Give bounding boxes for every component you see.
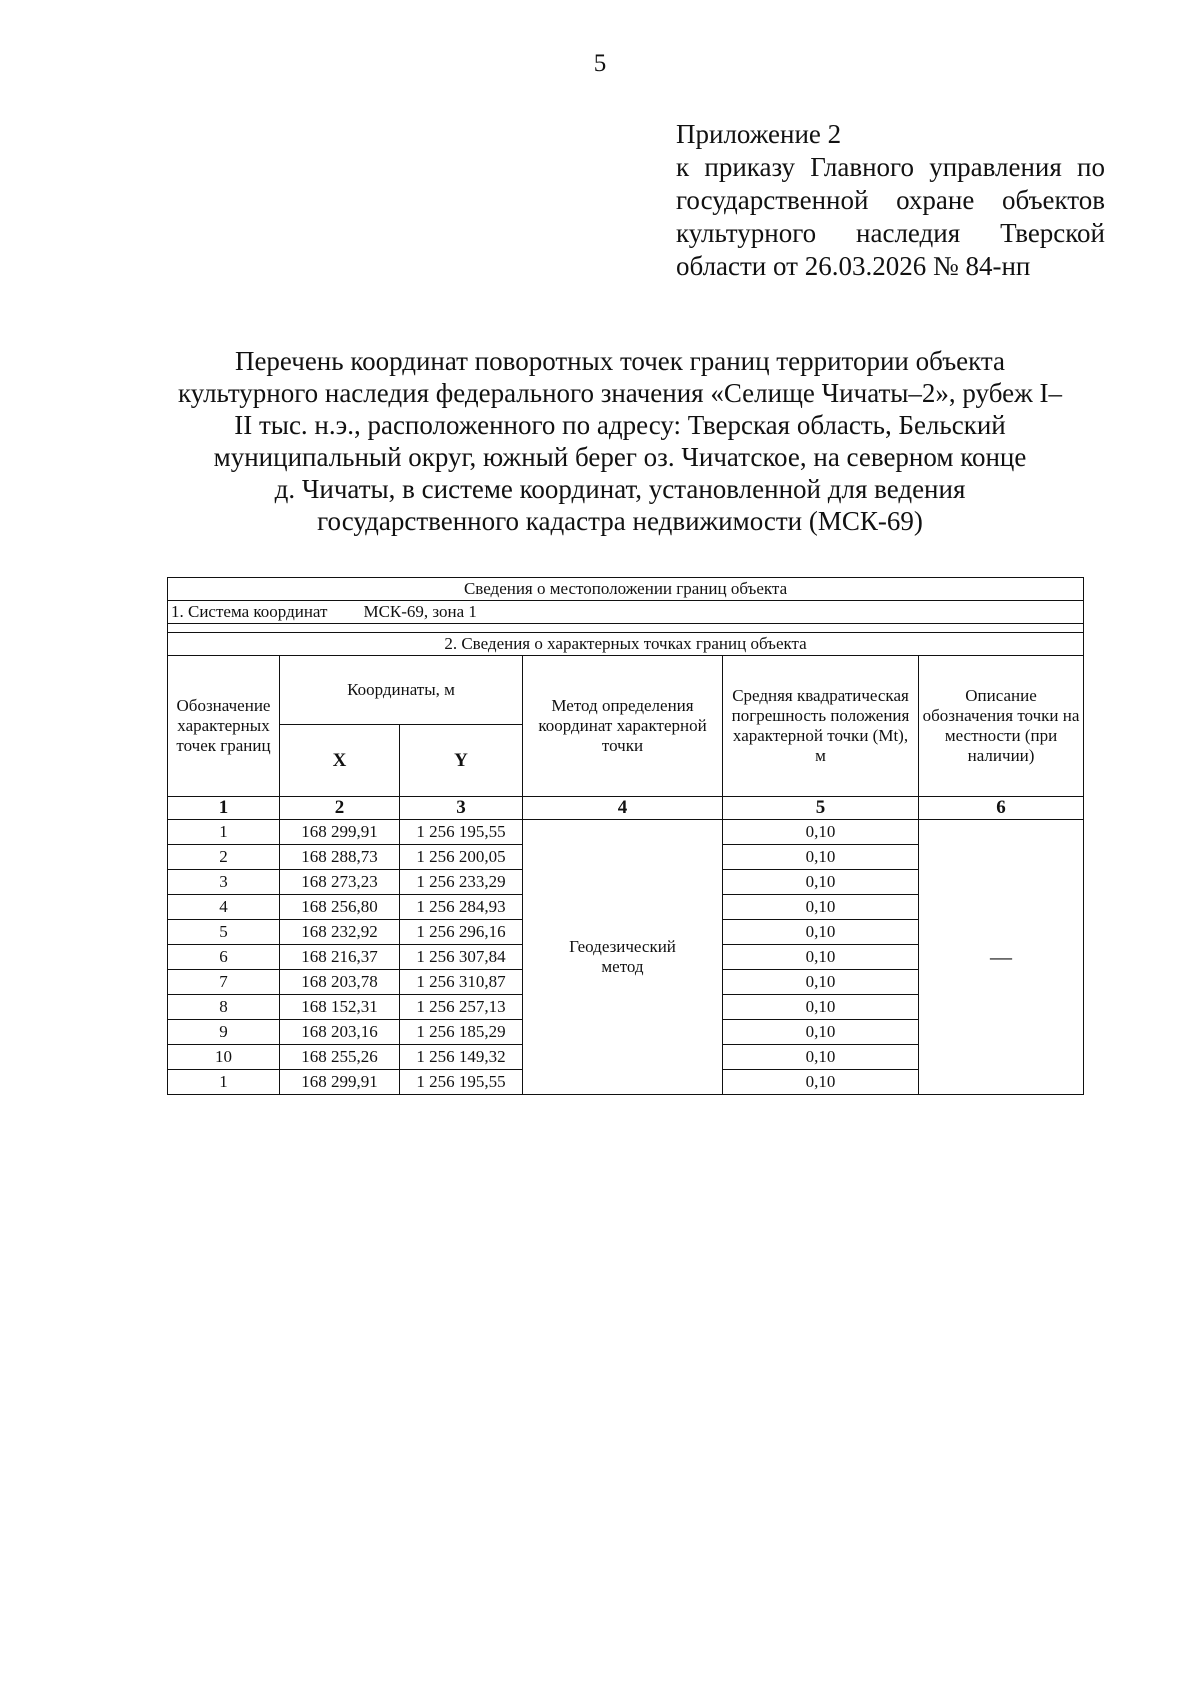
spacer-row	[168, 624, 1084, 633]
method-cell: Геодезический метод	[523, 820, 723, 1095]
y-coordinate-cell: 1 256 257,13	[400, 995, 523, 1020]
description-cell: —	[919, 820, 1084, 1095]
col-method-header: Метод определения координат характерной точки	[523, 656, 723, 797]
mt-cell: 0,10	[723, 895, 919, 920]
point-number-cell: 5	[168, 920, 280, 945]
appendix-line: к приказу Главного управления по	[676, 152, 1105, 182]
mt-cell: 0,10	[723, 945, 919, 970]
point-number-cell: 1	[168, 820, 280, 845]
x-coordinate-cell: 168 203,16	[280, 1020, 400, 1045]
y-coordinate-cell: 1 256 284,93	[400, 895, 523, 920]
appendix-line: государственной охране объектов	[676, 185, 1105, 215]
mt-cell: 0,10	[723, 1070, 919, 1095]
coordinates-table	[167, 577, 1084, 1095]
point-number-cell: 2	[168, 845, 280, 870]
mt-cell: 0,10	[723, 1020, 919, 1045]
point-number-cell: 10	[168, 1045, 280, 1070]
point-number-cell: 4	[168, 895, 280, 920]
col-x-header: X	[280, 725, 400, 797]
y-coordinate-cell: 1 256 310,87	[400, 970, 523, 995]
title-line: культурного наследия федерального значения «Селище Чичаты–2», рубеж I–	[178, 378, 1062, 408]
col-number: 4	[523, 797, 723, 820]
title-line: Перечень координат поворотных точек границ территории объекта	[234, 346, 1006, 376]
point-number-cell: 1	[168, 1070, 280, 1095]
col-number: 3	[400, 797, 523, 820]
x-coordinate-cell: 168 232,92	[280, 920, 400, 945]
y-coordinate-cell: 1 256 185,29	[400, 1020, 523, 1045]
coord-system-row	[168, 601, 1084, 624]
mt-cell: 0,10	[723, 995, 919, 1020]
mt-cell: 0,10	[723, 970, 919, 995]
x-coordinate-cell: 168 256,80	[280, 895, 400, 920]
appendix-block	[676, 118, 1105, 283]
col-description-header: Описание обозначения точки на местности (при наличии)	[919, 656, 1084, 797]
x-coordinate-cell: 168 203,78	[280, 970, 400, 995]
coord-system-value: МСК-69, зона 1	[363, 602, 477, 621]
points-header: 2. Сведения о характерных точках границ объекта	[168, 633, 1084, 656]
coord-system-label: 1. Система координат	[171, 602, 328, 621]
y-coordinate-cell: 1 256 296,16	[400, 920, 523, 945]
y-coordinate-cell: 1 256 195,55	[400, 1070, 523, 1095]
point-number-cell: 9	[168, 1020, 280, 1045]
section-header: Сведения о местоположении границ объекта	[168, 578, 1084, 601]
mt-cell: 0,10	[723, 820, 919, 845]
x-coordinate-cell: 168 273,23	[280, 870, 400, 895]
col-point-header: Обозначение характерных точек границ	[168, 656, 280, 797]
point-number-cell: 7	[168, 970, 280, 995]
title-line: д. Чичаты, в системе координат, установленной для ведения	[274, 474, 966, 504]
mt-cell: 0,10	[723, 1045, 919, 1070]
appendix-line: Приложение 2	[676, 119, 842, 149]
col-y-header: Y	[400, 725, 523, 797]
appendix-line: культурного наследия Тверской	[676, 218, 1105, 248]
col-number: 5	[723, 797, 919, 820]
y-coordinate-cell: 1 256 200,05	[400, 845, 523, 870]
x-coordinate-cell: 168 255,26	[280, 1045, 400, 1070]
appendix-line: области от 26.03.2026 № 84-нп	[676, 251, 1031, 281]
x-coordinate-cell: 168 288,73	[280, 845, 400, 870]
mt-cell: 0,10	[723, 870, 919, 895]
point-number-cell: 3	[168, 870, 280, 895]
x-coordinate-cell: 168 299,91	[280, 820, 400, 845]
col-coords-header: Координаты, м	[280, 656, 523, 725]
point-number-cell: 8	[168, 995, 280, 1020]
mt-cell: 0,10	[723, 845, 919, 870]
x-coordinate-cell: 168 152,31	[280, 995, 400, 1020]
col-number: 1	[168, 797, 280, 820]
page-number: 5	[593, 50, 607, 77]
document-title	[150, 345, 1090, 537]
y-coordinate-cell: 1 256 307,84	[400, 945, 523, 970]
mt-cell: 0,10	[723, 920, 919, 945]
title-line: муниципальный округ, южный берег оз. Чичатское, на северном конце	[213, 442, 1027, 472]
col-number: 6	[919, 797, 1084, 820]
title-line: II тыс. н.э., расположенного по адресу: Тверская область, Бельский	[234, 410, 1006, 440]
y-coordinate-cell: 1 256 149,32	[400, 1045, 523, 1070]
x-coordinate-cell: 168 299,91	[280, 1070, 400, 1095]
point-number-cell: 6	[168, 945, 280, 970]
y-coordinate-cell: 1 256 195,55	[400, 820, 523, 845]
table-row	[168, 820, 1084, 845]
col-number: 2	[280, 797, 400, 820]
y-coordinate-cell: 1 256 233,29	[400, 870, 523, 895]
title-line: государственного кадастра недвижимости (МСК-69)	[317, 506, 923, 536]
col-error-header: Средняя квадратическая погрешность положения характерной точки (Mt), м	[723, 656, 919, 797]
x-coordinate-cell: 168 216,37	[280, 945, 400, 970]
